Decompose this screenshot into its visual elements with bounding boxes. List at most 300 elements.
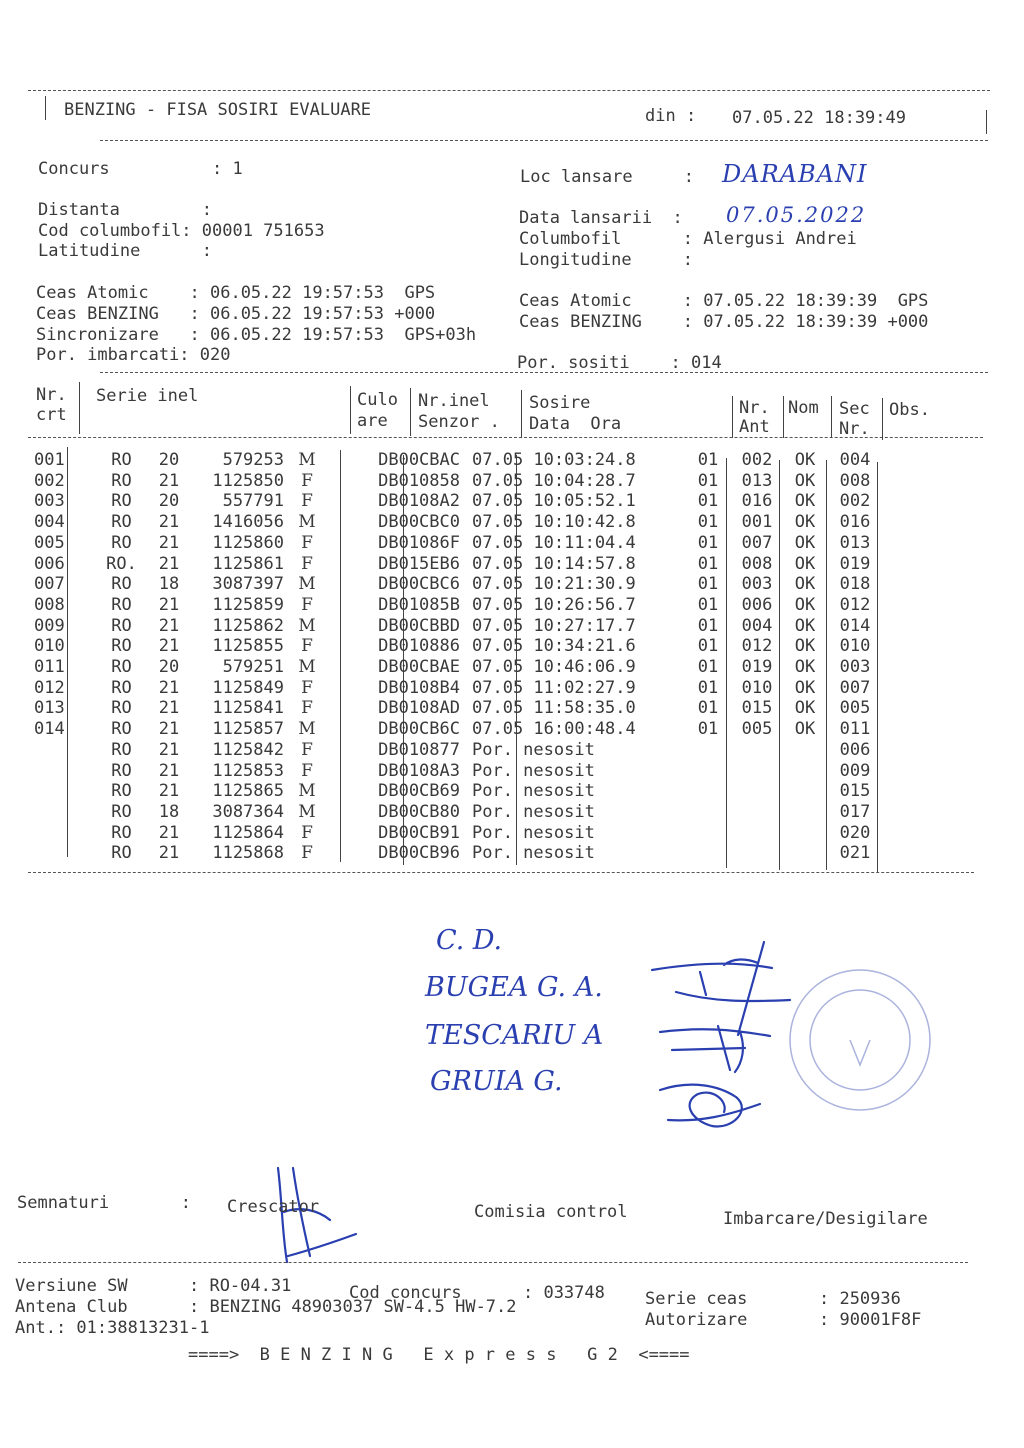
row-senzor: DB0108B4 xyxy=(378,677,460,698)
row-year: 21 xyxy=(158,470,180,491)
row-ant xyxy=(682,802,734,823)
por-sositi-field: Por. sositi : 014 xyxy=(517,353,722,373)
row-nom xyxy=(734,740,780,761)
row-sec: OK xyxy=(794,615,816,636)
table-row xyxy=(34,823,880,844)
row-sosire: 07.05 11:02:27.9 xyxy=(472,677,636,698)
row-sosire: 07.05 10:27:17.7 xyxy=(472,615,636,636)
row-sex: F xyxy=(301,698,313,719)
row-ant xyxy=(682,740,734,761)
row-sosire: 07.05 10:04:28.7 xyxy=(472,470,636,491)
row-ant: 01 xyxy=(697,532,719,553)
imbarcare-label: Imbarcare/Desigilare xyxy=(723,1209,928,1229)
col-divider xyxy=(521,390,522,438)
row-obs: 003 xyxy=(839,657,871,678)
row-crt: 005 xyxy=(34,532,65,553)
row-crt: 011 xyxy=(34,657,65,678)
row-senzor: DB01086F xyxy=(378,532,460,553)
footer-rule xyxy=(18,1262,968,1263)
row-obs: 007 xyxy=(839,677,871,698)
table-row xyxy=(34,471,880,492)
row-sec: OK xyxy=(794,677,816,698)
row-nom xyxy=(734,823,780,844)
row-crt: 003 xyxy=(34,491,65,512)
table-row xyxy=(34,450,880,471)
handwritten-name-3: GRUIA G. xyxy=(430,1066,563,1097)
row-year: 20 xyxy=(158,450,180,470)
distanta-field: Distanta : xyxy=(38,200,212,220)
col-sosire-header: Sosire xyxy=(529,393,591,413)
row-sec: OK xyxy=(794,698,816,719)
row-obs: 009 xyxy=(839,760,871,781)
row-sosire: Por. nesosit xyxy=(472,822,595,843)
row-nom: 001 xyxy=(741,512,773,533)
row-ant: 01 xyxy=(697,719,719,740)
row-senzor: DB0108A3 xyxy=(378,760,460,781)
handwritten-name-1: BUGEA G. A. xyxy=(425,972,603,1003)
row-country: RO xyxy=(111,594,132,615)
table-row xyxy=(34,595,880,616)
ceas-atomic-start: Ceas Atomic : 06.05.22 19:57:53 GPS xyxy=(36,283,436,303)
signature-3 xyxy=(660,1085,760,1127)
row-sec: OK xyxy=(794,594,816,615)
row-country: RO xyxy=(111,677,132,698)
table-row xyxy=(34,574,880,595)
table-row xyxy=(34,491,880,512)
row-sec: OK xyxy=(794,532,816,553)
row-nom: 012 xyxy=(741,636,773,657)
row-ant: 01 xyxy=(697,553,719,574)
row-ring: 1125850 xyxy=(212,470,284,491)
table-row xyxy=(34,636,880,657)
row-crt xyxy=(34,823,94,844)
row-year: 18 xyxy=(158,574,180,595)
table-row xyxy=(34,843,880,864)
row-senzor: DB00CBBD xyxy=(378,615,460,636)
row-sex: M xyxy=(298,450,316,470)
row-obs: 002 xyxy=(839,491,871,512)
row-senzor: DB015EB6 xyxy=(378,553,460,574)
row-sec: OK xyxy=(794,719,816,740)
crescator-label: Crescator xyxy=(227,1197,320,1217)
row-year: 21 xyxy=(158,719,180,740)
row-nom: 008 xyxy=(741,553,773,574)
row-ant xyxy=(682,823,734,844)
row-nom: 002 xyxy=(741,450,773,470)
col-senzor-header: Senzor . xyxy=(418,412,500,432)
row-crt xyxy=(34,761,94,782)
row-crt: 002 xyxy=(34,470,65,491)
row-sec xyxy=(780,823,830,844)
col-divider xyxy=(732,396,733,438)
row-country: RO xyxy=(111,781,132,802)
row-country: RO xyxy=(111,760,132,781)
row-obs: 016 xyxy=(839,512,871,533)
row-country: RO xyxy=(111,470,132,491)
data-lansarii-handwritten: 07.05.2022 xyxy=(726,203,867,227)
concurs-field: Concurs : 1 xyxy=(38,159,243,179)
col-sec-header: Sec xyxy=(839,399,870,419)
row-sosire: 07.05 10:14:57.8 xyxy=(472,553,636,574)
comisia-label: Comisia control xyxy=(474,1202,628,1222)
row-sex: M xyxy=(298,512,316,533)
table-header-rule xyxy=(28,437,983,438)
row-sec xyxy=(780,740,830,761)
table-row xyxy=(34,802,880,823)
row-ant: 01 xyxy=(697,615,719,636)
row-senzor: DB00CB91 xyxy=(378,822,460,843)
row-ring: 1125853 xyxy=(212,760,284,781)
cod-concurs-field: Cod concurs : 033748 xyxy=(349,1283,605,1303)
row-sosire: 07.05 10:05:52.1 xyxy=(472,491,636,512)
row-obs: 014 xyxy=(839,615,871,636)
row-senzor: DB00CB69 xyxy=(378,781,460,802)
stamp-outer xyxy=(790,970,930,1110)
row-country: RO xyxy=(111,574,132,595)
row-obs: 013 xyxy=(839,532,871,553)
row-sec: OK xyxy=(794,553,816,574)
row-sex: M xyxy=(298,781,316,802)
col-divider xyxy=(882,398,883,440)
col-divider xyxy=(783,396,784,438)
row-year: 21 xyxy=(158,615,180,636)
row-sosire: Por. nesosit xyxy=(472,843,595,864)
table-row xyxy=(34,554,880,575)
row-crt: 004 xyxy=(34,512,65,533)
loc-lansare-label: Loc lansare : xyxy=(520,167,694,187)
row-obs: 015 xyxy=(839,781,871,802)
row-ant: 01 xyxy=(697,657,719,678)
row-ant: 01 xyxy=(697,636,719,657)
row-crt xyxy=(34,781,94,802)
row-sosire: 07.05 10:03:24.8 xyxy=(472,450,636,470)
row-ring: 1125860 xyxy=(212,532,284,553)
row-sex: M xyxy=(298,719,316,740)
row-ant: 01 xyxy=(697,470,719,491)
row-sec xyxy=(780,761,830,782)
cod-columbofil-field: Cod columbofil: 00001 751653 xyxy=(38,221,325,241)
row-country: RO xyxy=(111,636,132,657)
col-divider xyxy=(79,382,80,434)
row-senzor: DB00CB96 xyxy=(378,843,460,864)
col-dataora-header: Data Ora xyxy=(529,414,622,434)
table-row xyxy=(34,533,880,554)
row-sex: F xyxy=(301,491,313,512)
row-sex: F xyxy=(301,760,313,781)
row-ant xyxy=(682,843,734,864)
row-crt: 007 xyxy=(34,574,65,595)
col-divider xyxy=(831,396,832,438)
row-ring: 3087364 xyxy=(212,801,284,822)
row-obs: 004 xyxy=(839,450,871,470)
col-obs-header: Obs. xyxy=(889,400,930,420)
row-year: 21 xyxy=(158,843,180,864)
row-ring: 1125864 xyxy=(212,822,284,843)
row-sex: F xyxy=(301,532,313,553)
semnaturi-label: Semnaturi : xyxy=(17,1193,191,1213)
row-senzor: DB00CBC6 xyxy=(378,574,460,595)
row-year: 21 xyxy=(158,636,180,657)
row-senzor: DB010858 xyxy=(378,470,460,491)
row-senzor: DB00CBC0 xyxy=(378,512,460,533)
row-senzor: DB00CBAE xyxy=(378,657,460,678)
row-crt xyxy=(34,802,94,823)
table-bottom-rule xyxy=(28,872,974,873)
col-serie-header: Serie inel xyxy=(96,386,199,406)
row-nom xyxy=(734,781,780,802)
row-nom: 013 xyxy=(741,470,773,491)
header-right-bar xyxy=(986,110,987,134)
row-ant: 01 xyxy=(697,574,719,595)
col-crt-header: crt xyxy=(36,405,67,425)
row-sosire: 07.05 16:00:48.4 xyxy=(472,719,636,740)
row-year: 21 xyxy=(158,553,180,574)
longitudine-field: Longitudine : xyxy=(519,250,693,270)
row-obs: 010 xyxy=(839,636,871,657)
row-ring: 1416056 xyxy=(212,512,284,533)
row-ring: 3087397 xyxy=(212,574,284,595)
table-row xyxy=(34,761,880,782)
row-country: RO xyxy=(111,450,132,470)
row-nom: 015 xyxy=(741,698,773,719)
row-sec: OK xyxy=(794,512,816,533)
row-sosire: Por. nesosit xyxy=(472,781,595,802)
arrivals-table xyxy=(34,450,880,864)
row-year: 21 xyxy=(158,822,180,843)
data-lansarii-label: Data lansarii : xyxy=(519,208,683,228)
row-senzor: DB01085B xyxy=(378,594,460,615)
ceas-atomic-end: Ceas Atomic : 07.05.22 18:39:39 GPS xyxy=(519,291,929,311)
row-ring: 1125855 xyxy=(212,636,284,657)
row-sec: OK xyxy=(794,636,816,657)
row-senzor: DB00CB80 xyxy=(378,801,460,822)
row-sosire: 07.05 11:58:35.0 xyxy=(472,698,636,719)
row-sex: M xyxy=(298,657,316,678)
row-crt: 006 xyxy=(34,553,65,574)
row-country: RO xyxy=(111,698,132,719)
row-nom: 006 xyxy=(741,594,773,615)
row-country: RO xyxy=(111,657,132,678)
row-ring: 557791 xyxy=(222,491,284,512)
row-obs: 012 xyxy=(839,594,871,615)
row-country: RO xyxy=(111,801,132,822)
row-year: 21 xyxy=(158,760,180,781)
benzing-express-banner: ====> B E N Z I N G E x p r e s s G 2 <==== xyxy=(188,1345,690,1365)
row-sex: F xyxy=(301,677,313,698)
row-obs: 011 xyxy=(839,719,871,740)
row-sex: F xyxy=(301,843,313,864)
row-ring: 1125842 xyxy=(212,739,284,760)
row-ring: 1125857 xyxy=(212,719,284,740)
row-country: RO xyxy=(111,512,132,533)
row-ring: 1125859 xyxy=(212,594,284,615)
row-ring: 579251 xyxy=(222,657,284,678)
row-senzor: DB00CB6C xyxy=(378,719,460,740)
row-country: RO xyxy=(111,822,132,843)
row-ant: 01 xyxy=(697,512,719,533)
row-sec xyxy=(780,781,830,802)
ceas-benzing-start: Ceas BENZING : 06.05.22 19:57:53 +000 xyxy=(36,304,436,324)
table-row xyxy=(34,781,880,802)
row-senzor: DB010886 xyxy=(378,636,460,657)
stamp-emblem xyxy=(850,1040,870,1065)
row-obs: 017 xyxy=(839,801,871,822)
row-ant: 01 xyxy=(697,450,719,470)
row-country: RO xyxy=(111,739,132,760)
stamp-inner xyxy=(810,990,910,1090)
por-imbarcati-field: Por. imbarcati: 020 xyxy=(36,345,231,365)
row-obs: 019 xyxy=(839,553,871,574)
table-row xyxy=(34,657,880,678)
table-row xyxy=(34,616,880,637)
row-obs: 005 xyxy=(839,698,871,719)
serie-ceas-field: Serie ceas : 250936 xyxy=(645,1289,901,1309)
row-sosire: 07.05 10:10:42.8 xyxy=(472,512,636,533)
row-senzor: DB0108A2 xyxy=(378,491,460,512)
row-obs: 006 xyxy=(839,739,871,760)
handwritten-cd: C. D. xyxy=(436,925,503,956)
row-ring: 1125841 xyxy=(212,698,284,719)
row-crt: 012 xyxy=(34,677,65,698)
row-sex: M xyxy=(298,615,316,636)
row-ring: 1125868 xyxy=(212,843,284,864)
row-obs: 018 xyxy=(839,574,871,595)
col-nrinel-header: Nr.inel xyxy=(418,391,490,411)
col-culo-header: Culo xyxy=(357,390,398,410)
handwritten-name-2: TESCARIU A xyxy=(425,1020,604,1051)
row-obs: 008 xyxy=(839,470,871,491)
row-sex: F xyxy=(301,822,313,843)
print-date-label: din : xyxy=(645,106,697,126)
row-ant xyxy=(682,761,734,782)
row-crt xyxy=(34,740,94,761)
row-year: 20 xyxy=(158,491,180,512)
signature-1 xyxy=(652,942,790,1035)
row-sex: M xyxy=(298,801,316,822)
row-ring: 1125861 xyxy=(212,553,284,574)
row-ant: 01 xyxy=(697,491,719,512)
col-nr-ant-header: Nr. xyxy=(739,398,770,418)
row-sosire: 07.05 10:34:21.6 xyxy=(472,636,636,657)
row-country: RO. xyxy=(106,553,137,574)
col-nr-header: Nr. xyxy=(36,385,67,405)
row-sec: OK xyxy=(794,470,816,491)
header-left-bar xyxy=(45,96,46,120)
row-nom: 016 xyxy=(741,491,773,512)
loc-lansare-handwritten: DARABANI xyxy=(722,160,868,188)
row-crt: 008 xyxy=(34,594,65,615)
row-senzor: DB00CBAC xyxy=(378,450,460,470)
row-nom xyxy=(734,761,780,782)
row-year: 21 xyxy=(158,781,180,802)
row-sex: F xyxy=(301,636,313,657)
row-country: RO xyxy=(111,532,132,553)
row-sec xyxy=(780,843,830,864)
row-country: RO xyxy=(111,719,132,740)
row-nom: 005 xyxy=(741,719,773,740)
row-crt: 014 xyxy=(34,719,65,740)
row-ring: 1125849 xyxy=(212,677,284,698)
row-obs: 020 xyxy=(839,822,871,843)
row-sosire: Por. nesosit xyxy=(472,801,595,822)
row-nom: 007 xyxy=(741,532,773,553)
table-row xyxy=(34,698,880,719)
row-ant: 01 xyxy=(697,677,719,698)
row-sex: M xyxy=(298,574,316,595)
row-ant: 01 xyxy=(697,698,719,719)
row-crt: 013 xyxy=(34,698,65,719)
autorizare-field: Autorizare : 90001F8F xyxy=(645,1310,922,1330)
row-sosire: Por. nesosit xyxy=(472,739,595,760)
row-country: RO xyxy=(111,491,132,512)
versiune-field: Versiune SW : RO-04.31 xyxy=(15,1276,292,1296)
row-crt: 001 xyxy=(34,450,65,470)
row-sosire: 07.05 10:21:30.9 xyxy=(472,574,636,595)
row-country: RO xyxy=(111,843,132,864)
row-sec: OK xyxy=(794,491,816,512)
antena-field: Antena Club : BENZING 48903037 SW-4.5 HW-7.2 xyxy=(15,1297,517,1317)
header-bottom-rule xyxy=(100,140,988,141)
row-nom: 004 xyxy=(741,615,773,636)
row-ant: 01 xyxy=(697,594,719,615)
print-date-value: 07.05.22 18:39:49 xyxy=(732,108,906,128)
col-secnr-header: Nr. xyxy=(839,419,870,439)
row-senzor: DB0108AD xyxy=(378,698,460,719)
row-year: 21 xyxy=(158,698,180,719)
col-divider xyxy=(410,388,411,436)
ant-field: Ant.: 01:38813231-1 xyxy=(15,1318,210,1338)
row-year: 21 xyxy=(158,739,180,760)
document-title: BENZING - FISA SOSIRI EVALUARE xyxy=(64,100,372,120)
row-sex: F xyxy=(301,553,313,574)
row-sec: OK xyxy=(794,450,816,470)
row-ring: 1125862 xyxy=(212,615,284,636)
row-year: 21 xyxy=(158,594,180,615)
row-senzor: DB010877 xyxy=(378,739,460,760)
col-nom-header: Nom xyxy=(788,398,819,418)
table-row xyxy=(34,740,880,761)
row-year: 21 xyxy=(158,512,180,533)
table-row xyxy=(34,678,880,699)
row-sosire: 07.05 10:26:56.7 xyxy=(472,594,636,615)
row-nom: 019 xyxy=(741,657,773,678)
col-are-header: are xyxy=(357,411,388,431)
row-sex: F xyxy=(301,739,313,760)
row-sec: OK xyxy=(794,657,816,678)
row-sosire: 07.05 10:11:04.4 xyxy=(472,532,636,553)
top-rule xyxy=(28,90,990,91)
row-sex: F xyxy=(301,470,313,491)
row-crt: 009 xyxy=(34,615,65,636)
row-ring: 1125865 xyxy=(212,781,284,802)
row-country: RO xyxy=(111,615,132,636)
row-nom xyxy=(734,802,780,823)
row-sec: OK xyxy=(794,574,816,595)
row-obs: 021 xyxy=(839,843,871,864)
row-sosire: 07.05 10:46:06.9 xyxy=(472,657,636,678)
table-row xyxy=(34,512,880,533)
signature-2 xyxy=(660,1026,770,1072)
col-divider xyxy=(350,386,351,434)
row-year: 18 xyxy=(158,801,180,822)
row-sex: F xyxy=(301,594,313,615)
latitudine-field: Latitudine : xyxy=(38,241,212,261)
row-crt xyxy=(34,843,94,864)
row-nom xyxy=(734,843,780,864)
table-row xyxy=(34,719,880,740)
columbofil-field: Columbofil : Alergusi Andrei xyxy=(519,229,857,249)
row-year: 21 xyxy=(158,532,180,553)
